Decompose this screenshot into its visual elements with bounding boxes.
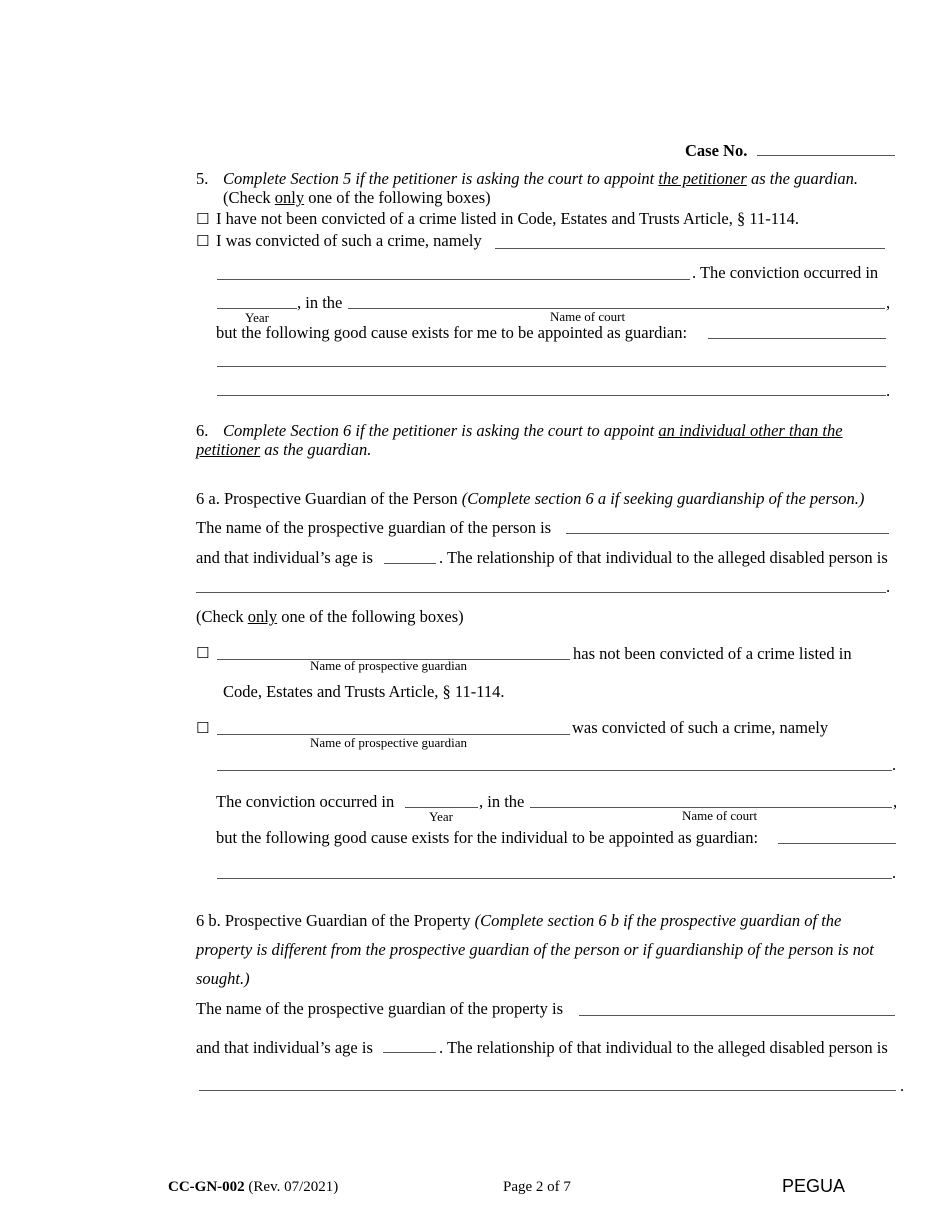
section-5-number: 5. — [196, 169, 209, 188]
period-text: . — [886, 381, 891, 400]
section-6b-note-line-3: sought.) — [196, 969, 250, 988]
conviction-year-field-6a[interactable] — [405, 807, 478, 808]
section-6a-option-1-label: has not been convicted of a crime listed in — [573, 644, 852, 663]
year-caption: Year — [429, 809, 453, 824]
guardian-person-name-field[interactable] — [566, 533, 889, 534]
guardian-person-age-text: and that individual’s age is — [196, 548, 373, 567]
guardian-property-name-field[interactable] — [579, 1015, 895, 1016]
name-caption: Name of prospective guardian — [310, 658, 468, 673]
section-6b-heading: 6 b. Prospective Guardian of the Property (Complete section 6 b if the prospective guardian of the — [196, 911, 842, 930]
good-cause-text: but the following good cause exists for me to be appointed as guardian: — [216, 323, 688, 342]
section-6a-heading: 6 a. Prospective Guardian of the Person (Complete section 6 a if seeking guardianship of the person.) — [196, 489, 865, 508]
court-caption: Name of court — [682, 808, 758, 823]
guardian-property-age-text: and that individual’s age is — [196, 1038, 373, 1057]
conviction-year-field[interactable] — [217, 308, 297, 309]
section-5-check-instruction: (Check only one of the following boxes) — [223, 188, 491, 207]
good-cause-field-1[interactable] — [708, 338, 886, 339]
guardian-person-relationship-text: . The relationship of that individual to the alleged disabled person is — [439, 548, 888, 567]
section-6a-option-2-label: was convicted of such a crime, namely — [572, 718, 829, 737]
section-5-option-2-checkbox[interactable]: ☐ — [196, 232, 210, 250]
section-5-option-2-label: I was convicted of such a crime, namely — [216, 231, 482, 250]
guardian-property-relationship-field[interactable] — [199, 1090, 896, 1091]
form-id: CC-GN-002 (Rev. 07/2021) — [168, 1179, 339, 1195]
good-cause-field-6a-2[interactable] — [217, 878, 892, 879]
period-text: . — [900, 1076, 905, 1095]
period-text: . — [892, 755, 897, 774]
section-6-title-line-2: petitioner as the guardian. — [196, 440, 372, 459]
in-the-text: , in the — [479, 792, 525, 811]
crime-name-field-1[interactable] — [495, 248, 885, 249]
section-6b-note-line-2: property is different from the prospective guardian of the person or if guardianship of the person is not — [196, 940, 874, 959]
good-cause-text: but the following good cause exists for the individual to be appointed as guardian: — [216, 828, 759, 847]
court-caption: Name of court — [550, 309, 626, 324]
year-caption: Year — [245, 310, 269, 325]
good-cause-field-3[interactable] — [217, 395, 886, 396]
guardian-person-age-field[interactable] — [384, 563, 436, 564]
guardian-property-name-text: The name of the prospective guardian of the property is — [196, 999, 563, 1018]
comma-text: , — [893, 792, 898, 811]
section-5-option-1-label: I have not been convicted of a crime listed in Code, Estates and Trusts Article, § 11-114. — [216, 209, 800, 228]
period-text: . — [892, 863, 897, 882]
guardian-person-relationship-field[interactable] — [196, 592, 886, 593]
conviction-occurred-text: . The conviction occurred in — [692, 263, 879, 282]
comma-text: , — [886, 293, 891, 312]
form-code: PEGUA — [782, 1176, 846, 1196]
section-6-number: 6. — [196, 421, 209, 440]
section-6a-check-instruction: (Check only one of the following boxes) — [196, 607, 464, 626]
section-5-title: Complete Section 5 if the petitioner is asking the court to appoint the petitioner as the guardian. — [223, 169, 859, 188]
guardian-property-relationship-text: . The relationship of that individual to the alleged disabled person is — [439, 1038, 888, 1057]
name-caption: Name of prospective guardian — [310, 735, 468, 750]
page-number: Page 2 of 7 — [503, 1179, 571, 1195]
guardian-property-age-field[interactable] — [383, 1052, 436, 1053]
period-text: . — [886, 577, 891, 596]
case-number-label: Case No. — [685, 141, 748, 160]
conviction-occurred-text: The conviction occurred in — [216, 792, 395, 811]
section-6-title-line-1: Complete Section 6 if the petitioner is asking the court to appoint an individual other than the — [223, 421, 843, 440]
case-number-field[interactable] — [757, 155, 895, 156]
section-6a-option-1-checkbox[interactable]: ☐ — [196, 644, 210, 662]
good-cause-field-6a-1[interactable] — [778, 843, 896, 844]
crime-name-field-6a[interactable] — [217, 770, 892, 771]
crime-name-field-2[interactable] — [217, 279, 690, 280]
in-the-text: , in the — [297, 293, 343, 312]
section-6a-option-1-label-2: Code, Estates and Trusts Article, § 11-114. — [223, 682, 505, 701]
guardian-person-name-text: The name of the prospective guardian of the person is — [196, 518, 552, 537]
section-6a-option-2-checkbox[interactable]: ☐ — [196, 719, 210, 737]
section-5-option-1-checkbox[interactable]: ☐ — [196, 210, 210, 228]
good-cause-field-2[interactable] — [217, 366, 886, 367]
